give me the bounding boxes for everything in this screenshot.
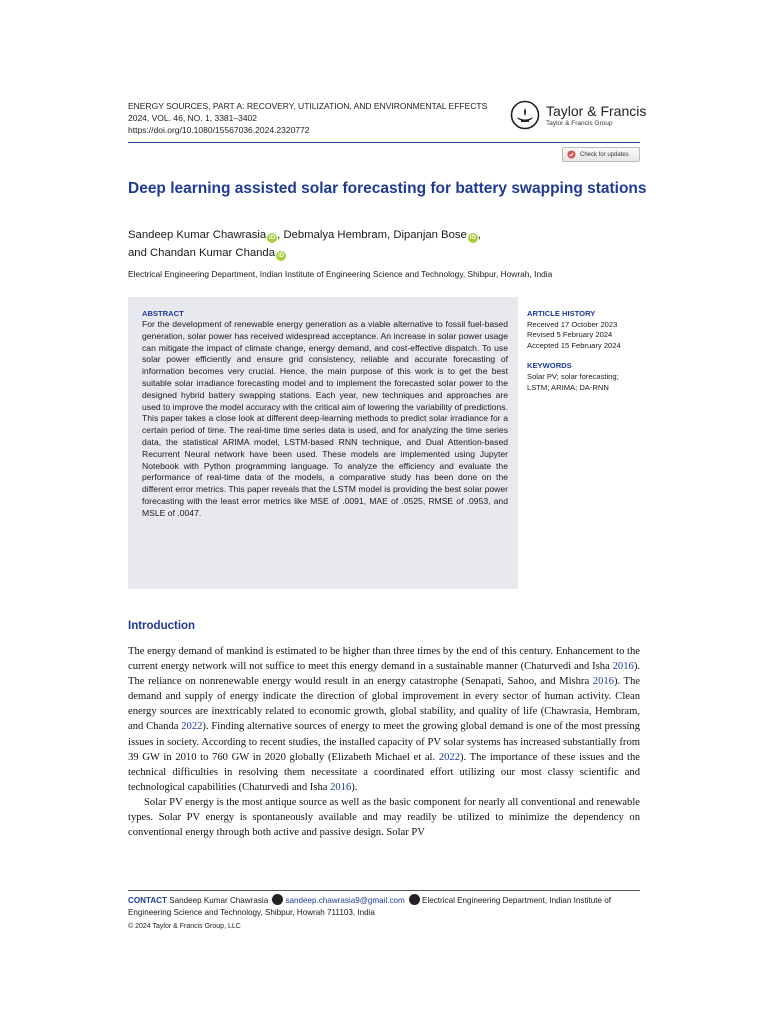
journal-info xyxy=(128,100,487,136)
header-divider xyxy=(128,142,640,143)
journal-volume: 2024, VOL. 46, NO. 1, 3381–3402 xyxy=(128,113,258,123)
journal-doi-link[interactable]: https://doi.org/10.1080/15567036.2024.2320772 xyxy=(128,125,310,135)
footer-divider xyxy=(128,890,640,891)
section-heading-introduction: Introduction xyxy=(128,620,196,632)
author-name[interactable]: Sandeep Kumar Chawrasia xyxy=(128,229,267,241)
contact-label: CONTACT xyxy=(128,896,167,905)
check-for-updates-label: Check for updates xyxy=(580,151,629,158)
contact-email-link[interactable]: sandeep.chawrasia9@gmail.com xyxy=(285,896,405,905)
author-name[interactable]: Chandan Kumar Chanda xyxy=(150,247,275,259)
citation-link[interactable]: 2022 xyxy=(181,721,203,733)
contact-footnote xyxy=(128,894,648,918)
author-list: Sandeep Kumar Chawrasia iD , Debmalya Hembram, Dipanjan Bose iD , and Chandan Kumar Chanda iD xyxy=(128,229,481,259)
orcid-icon[interactable]: iD xyxy=(269,235,276,241)
paragraph: Solar PV energy is the most antique source as well as the basic component for nearly all conventional and renewable types. Solar PV energy is spontaneously available and may readily be utilized to minimize the dependency on conventional energy through both active and passive design. Solar PV xyxy=(128,796,640,839)
contact-address: Electrical Engineering Department, Indian Institute of Engineering Science and Technology, Shibpur, Howrah 711103, India xyxy=(128,896,612,917)
envelope-icon xyxy=(272,894,283,905)
received-date: Received 17 October 2023 xyxy=(527,319,618,329)
publisher-logo-block[interactable] xyxy=(510,100,646,130)
keywords-line: Solar PV; solar forecasting; xyxy=(527,371,619,381)
keywords-line: LSTM; ARIMA; DA-RNN xyxy=(527,382,609,392)
oil-lamp-logo-icon xyxy=(510,100,540,130)
article-metadata-sidebar xyxy=(527,309,647,393)
publisher-name: Taylor & Francis xyxy=(546,102,647,119)
publisher-group: Taylor & Francis Group xyxy=(546,119,613,127)
citation-link[interactable]: 2016 xyxy=(330,781,352,793)
abstract-text: For the development of renewable energy generation as a viable alternative to fossil fuel-based generation, solar power has received widespread acceptance. An increase in solar power usage can mitigate the impact of climate change, energy demand, and cost-effective dispatch. To use solar power efficiently and ensure grid consistency, reliable and accurate forecasting of information becomes very crucial. Hence, the main purpose of this work is to get the best suitable solar irradiance forecasting model and to implement the forecasted solar power to the designed hybrid battery swapping stations. Each year, new techniques and approaches are used to improve the model accuracy with the critical aim of lowering the variability of predictions. This paper takes a close look at different deep-learning methods to predict solar irradiance for a certain period of time. The real-time time series data is used, and for analyzing the time series data, the statistical ARIMA model, LSTM-based RNN technique, and Dual Attention-based Recurrent Neural network have been used. These models are implemented using Jupyter Notebook with Python programming language. To analyze the efficiency and evaluate the performance of real-time data of the models, a comparative study has been done on the different error metrics. This paper reveals that the LSTM model is providing the best solar power forecasting with the least error metrics like MSE of .0091, MAE of .0525, RMSE of .0953, and MSLE of .0047. xyxy=(142,319,508,518)
author-name[interactable]: Debmalya Hembram xyxy=(283,229,388,241)
orcid-icon[interactable]: iD xyxy=(277,253,284,259)
citation-link[interactable]: 2016 xyxy=(592,676,614,688)
journal-name: ENERGY SOURCES, PART A: RECOVERY, UTILIZATION, AND ENVIRONMENTAL EFFECTS xyxy=(128,101,488,111)
address-icon xyxy=(409,894,420,905)
article-history-heading: ARTICLE HISTORY xyxy=(527,309,596,318)
contact-name: Sandeep Kumar Chawrasia xyxy=(169,896,269,905)
crossmark-icon xyxy=(567,150,576,159)
revised-date: Revised 5 February 2024 xyxy=(527,330,613,340)
article-title: Deep learning assisted solar forecasting for battery swapping stations xyxy=(128,180,647,197)
abstract-box xyxy=(128,297,518,589)
introduction-body xyxy=(128,644,640,840)
affiliation: Electrical Engineering Department, Indian Institute of Engineering Science and Technology, Shibpur, Howrah, India xyxy=(128,269,553,279)
copyright: © 2024 Taylor & Francis Group, LLC xyxy=(128,923,241,930)
keywords-heading: KEYWORDS xyxy=(527,361,572,371)
accepted-date: Accepted 15 February 2024 xyxy=(527,340,621,350)
orcid-icon[interactable]: iD xyxy=(469,235,476,241)
paragraph: The energy demand of mankind is estimated to be higher than three times by the end of this century. Enhancement to the current energy network will not suffice to meet this energy demand in a sustainable manner (Chaturvedi and Isha 2016). The reliance on nonrenewable energy would result in an energy catastrophe (Senapati, Sahoo, and Mishra 2016). The demand and supply of energy indicate the direction of global improvement in every sector of human activity. Clean energy sources are inextricably related to economic growth, global stability, and quality of life (Chawrasia, Hembram, and Chanda 2022). Finding alternative sources of energy to meet the growing global demand is one of the most pressing issues in society. According to recent studies, the installed capacity of PV solar systems has increased substantially from 39 GW in 2010 to 760 GW in 2020 globally (Elizabeth Michael et al. 2022). The importance of these issues and the technical difficulties in resolving them necessitate a coordinated effort utilizing our most classy scientific and technological capabilities (Chaturvedi and Isha 2016). xyxy=(128,646,641,793)
abstract-heading: ABSTRACT xyxy=(142,309,184,318)
check-for-updates-button[interactable] xyxy=(562,147,640,162)
author-name[interactable]: Dipanjan Bose xyxy=(393,229,467,241)
citation-link[interactable]: 2016 xyxy=(612,661,634,673)
citation-link[interactable]: 2022 xyxy=(438,751,461,763)
